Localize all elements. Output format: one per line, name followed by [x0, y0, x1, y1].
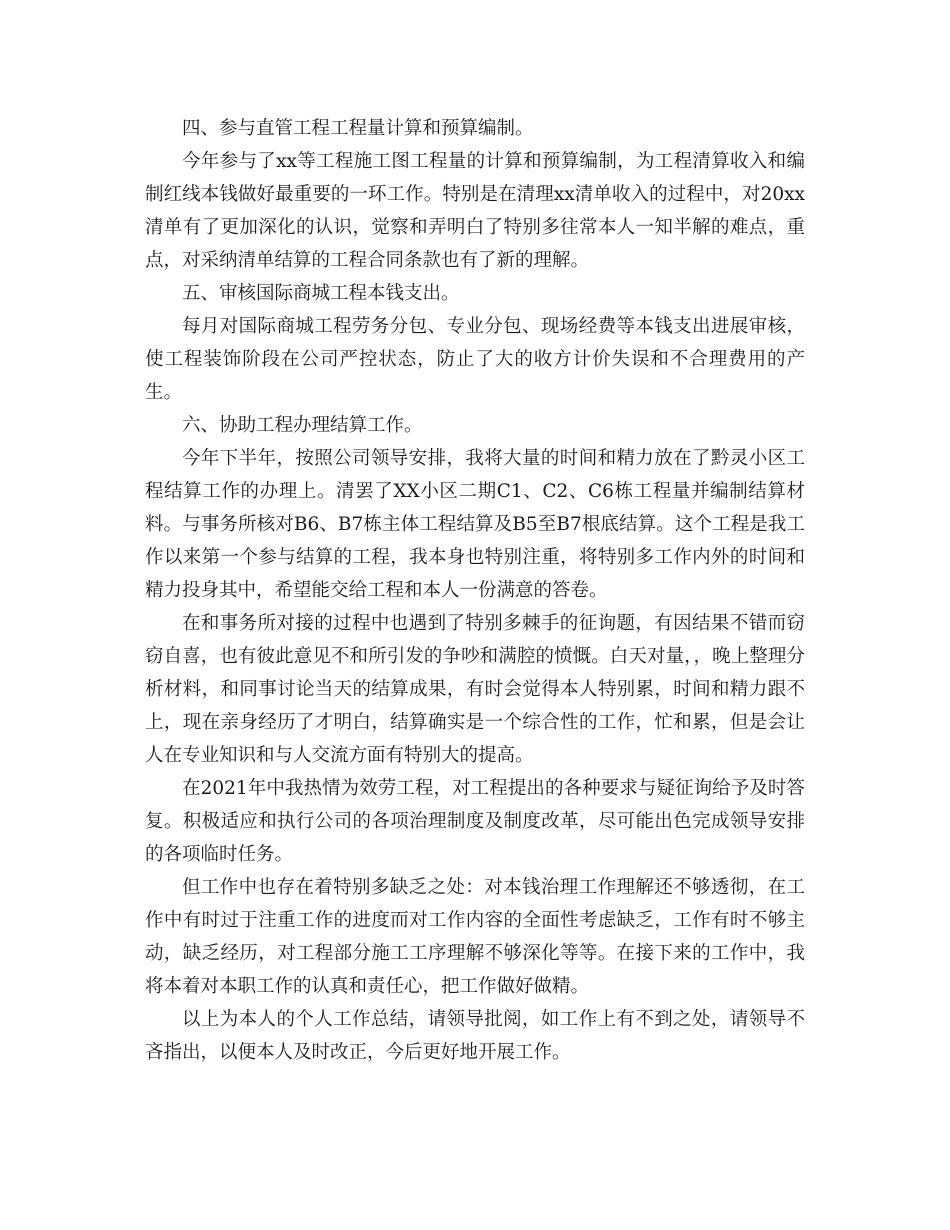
paragraph-closing: 以上为本人的个人工作总结，请领导批阅，如工作上有不到之处，请领导不吝指出，以便本人及时改正，今后更好地开展工作。	[145, 1009, 805, 1063]
section-heading-5: 五、审核国际商城工程本钱支出。	[182, 283, 460, 304]
paragraph-service: 在2021年中我热情为效劳工程，对工程提出的各种要求与疑征询给予及时答复。积极适应和执行公司的各项治理制度及制度改革，尽可能出色完成领导安排的各项临时任务。	[145, 778, 805, 865]
section-heading-6: 六、协助工程办理结算工作。	[182, 415, 423, 436]
paragraph-cost-review: 每月对国际商城工程劳务分包、专业分包、现场经费等本钱支出进展审核，使工程装饰阶段在公司严控状态，防止了大的收方计价失误和不合理费用的产生。	[145, 316, 805, 403]
paragraph-settlement: 今年下半年，按照公司领导安排，我将大量的时间和精力放在了黔灵小区工程结算工作的办理上。清罢了XX小区二期C1、C2、C6栋工程量并编制结算材料。与事务所核对B6、B7栋主体工程结算及B5至B7根底结算。这个工程是我工作以来第一个参与结算的工程，我本身也特别注重，将特别多工作内外的时间和精力投身其中，希望能交给工程和本人一份满意的答卷。	[145, 448, 805, 601]
document-body	[145, 112, 805, 1069]
section-heading-4: 四、参与直管工程工程量计算和预算编制。	[182, 118, 534, 139]
paragraph-experience: 在和事务所对接的过程中也遇到了特别多棘手的征询题，有因结果不错而窃窃自喜，也有彼此意见不和所引发的争吵和满腔的愤慨。白天对量，，晚上整理分析材料，和同事讨论当天的结算成果，有时会觉得本人特别累，时间和精力跟不上，现在亲身经历了才明白，结算确实是一个综合性的工作，忙和累，但是会让人在专业知识和与人交流方面有特别大的提高。	[145, 613, 805, 766]
paragraph-budget: 今年参与了xx等工程施工图工程量的计算和预算编制，为工程清算收入和编制红线本钱做好最重要的一环工作。特别是在清理xx清单收入的过程中，对20xx清单有了更加深化的认识，觉察和弄明白了特别多往常本人一知半解的难点，重点，对采纳清单结算的工程合同条款也有了新的理解。	[145, 151, 805, 271]
paragraph-shortcomings: 但工作中也存在着特别多缺乏之处：对本钱治理工作理解还不够透彻，在工作中有时过于注重工作的进度而对工作内容的全面性考虑缺乏，工作有时不够主动，缺乏经历，对工程部分施工工序理解不够深化等等。在接下来的工作中，我将本着对本职工作的认真和责任心，把工作做好做精。	[145, 877, 805, 997]
